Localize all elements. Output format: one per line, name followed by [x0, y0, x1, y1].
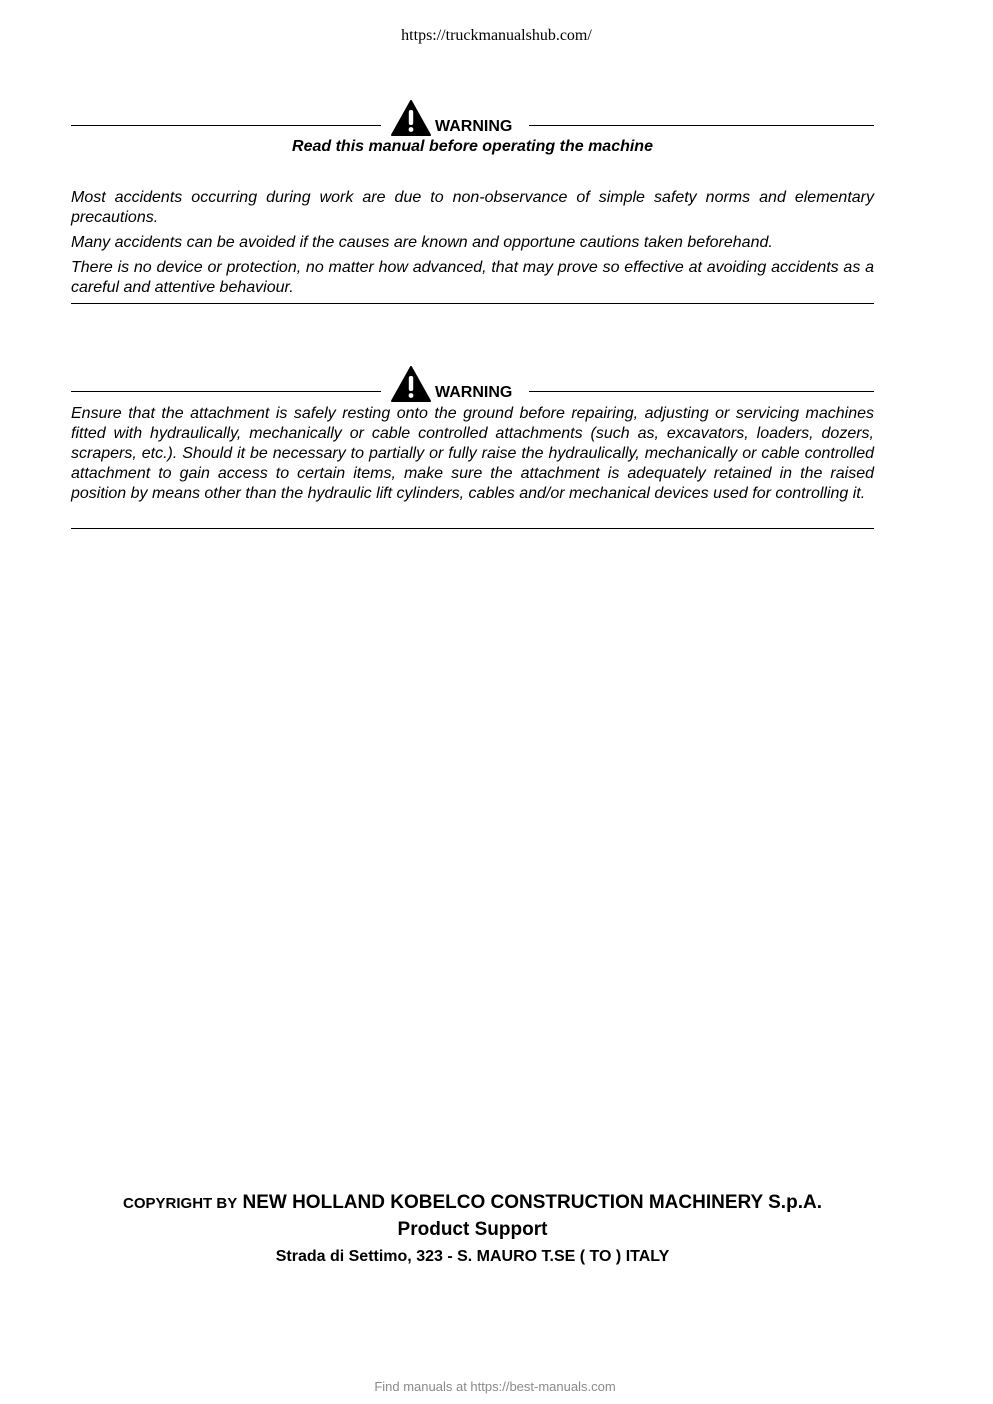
warning-label: WARNING — [435, 384, 513, 401]
warning-triangle-icon — [391, 100, 431, 136]
copyright-line — [0, 1192, 945, 1214]
warning-paragraph: Ensure that the attachment is safely resting onto the ground before repairing, adjusting or servicing machines fitted with hydraulically, mechanically or cable controlled attachments (such as, excavators, loaders, dozers, scrapers, etc.). Should it be necessary to partially or fully raise the hydraulically, mechanically or cable controlled attachment to gain access to certain items, make sure the attachment is adequately retained in the raised position by means other than the hydraulic lift cylinders, cables and/or mechanical devices used for controlling it. — [71, 405, 874, 502]
copyright-prefix: COPYRIGHT BY — [123, 1195, 238, 1212]
warning-rule-right — [529, 125, 874, 126]
warning-paragraph: Most accidents occurring during work are due to non-observance of simple safety norms and elementary precautions. — [71, 189, 874, 226]
header-url[interactable]: https://truckmanualshub.com/ — [401, 27, 592, 44]
warning-rule-right — [529, 391, 874, 392]
copyright-address: Strada di Settimo, 323 - S. MAURO T.SE ( TO ) ITALY — [275, 1248, 670, 1265]
warning-paragraph: Many accidents can be avoided if the causes are known and opportune cautions taken beforehand. — [71, 234, 773, 251]
warning-triangle-icon — [391, 366, 431, 402]
copyright-company: NEW HOLLAND KOBELCO CONSTRUCTION MACHINERY S.p.A. — [242, 1192, 822, 1213]
warning-rule-left — [71, 125, 381, 126]
warning-rule-left — [71, 391, 381, 392]
warning-header-2 — [71, 366, 874, 406]
warning-paragraph: There is no device or protection, no matter how advanced, that may prove so effective at avoiding accidents as a careful and attentive behaviour. — [71, 259, 874, 296]
warning-label: WARNING — [435, 118, 513, 135]
section-divider — [71, 303, 874, 304]
warning-header-1 — [71, 100, 874, 140]
warning-subtitle: Read this manual before operating the machine — [292, 138, 653, 155]
section-divider — [71, 528, 874, 529]
footer-link[interactable]: Find manuals at https://best-manuals.com — [374, 1379, 616, 1394]
copyright-department: Product Support — [397, 1219, 548, 1240]
